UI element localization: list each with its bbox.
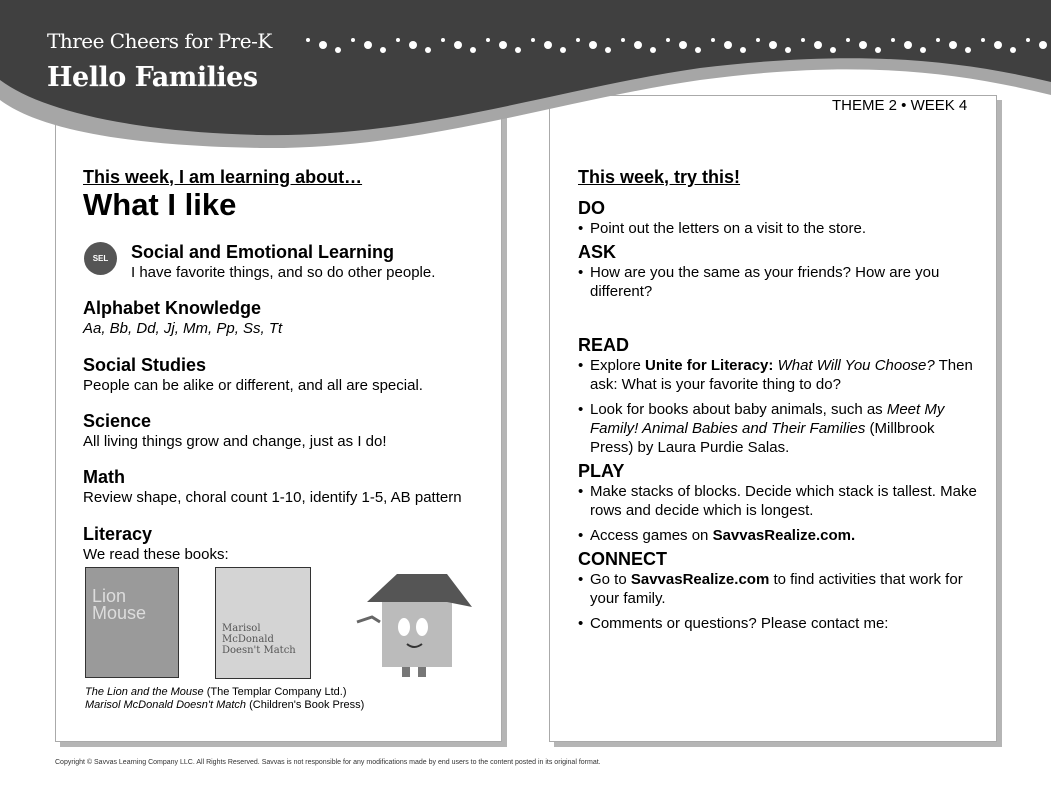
section-text: People can be alike or different, and all are special.: [83, 377, 423, 394]
section-title: Alphabet Knowledge: [83, 298, 262, 318]
text: (Millbrook Press) by Laura Purdie Salas.: [590, 420, 935, 456]
section-title: Social and Emotional Learning: [131, 242, 395, 262]
book-cover-lion-mouse: [85, 567, 179, 678]
section-title: Social Studies: [83, 355, 207, 375]
decorative-dot: [875, 47, 881, 53]
book-title: Marisol McDonald Doesn't Match: [85, 699, 247, 711]
decorative-dot: [454, 41, 462, 49]
decorative-dot: [576, 38, 580, 42]
section-title: Math: [83, 467, 125, 487]
decorative-dot: [515, 47, 521, 53]
decorative-dot: [560, 47, 566, 53]
list-item: [578, 400, 978, 457]
list-item: [578, 570, 978, 608]
decorative-dot: [981, 38, 985, 42]
decorative-dot: [949, 41, 957, 49]
decorative-dot: [801, 38, 805, 42]
connect-title: CONNECT: [578, 549, 667, 569]
list-item: [578, 526, 978, 545]
decorative-dot: [364, 41, 372, 49]
section-text: Aa, Bb, Dd, Jj, Mm, Pp, Ss, Tt: [83, 320, 283, 337]
section-title: Science: [83, 411, 152, 431]
text: Meet My Family! Animal Babies and Their Families: [590, 401, 945, 437]
list-item: [578, 356, 978, 394]
decorative-dot: [1010, 47, 1016, 53]
house-mascot-illustration: [352, 572, 474, 682]
decorative-dot: [965, 47, 971, 53]
decorative-dot: [740, 47, 746, 53]
decorative-dot: [994, 41, 1002, 49]
do-title: DO: [578, 198, 605, 218]
decorative-dot: [634, 41, 642, 49]
cover-text: Lion Mouse: [92, 586, 147, 623]
decorative-dot: [830, 47, 836, 53]
cover-text: Marisol McDonald Doesn't Match: [222, 623, 296, 656]
list-item: • Comments or questions? Please contact me:: [578, 614, 978, 633]
decorative-dot: [904, 41, 912, 49]
decorative-dot: [769, 41, 777, 49]
decorative-dot: [785, 47, 791, 53]
text: Go to: [590, 571, 631, 588]
decorative-dot: [846, 38, 850, 42]
decorative-dot: [470, 47, 476, 53]
text: Explore: [590, 357, 646, 374]
decorative-dot: [486, 38, 490, 42]
list-item: • Make stacks of blocks. Decide which stack is tallest. Make rows and decide which is longest.: [578, 482, 978, 520]
decorative-dot: [396, 38, 400, 42]
decorative-dot: [650, 47, 656, 53]
decorative-dot: [711, 38, 715, 42]
decorative-dot: [920, 47, 926, 53]
text: What Will You Choose?: [777, 357, 935, 374]
decorative-dot: [306, 38, 310, 42]
sel-badge-text: SEL: [92, 254, 109, 263]
decorative-dot: [756, 38, 760, 42]
section-text: We read these books:: [83, 546, 229, 563]
decorative-dot: [679, 41, 687, 49]
copyright: Copyright © Savvas Learning Company LLC. All Rights Reserved. Savvas is not responsible for any modifications made by end users to the content posted in its original format.: [55, 759, 601, 766]
book-cover-marisol: [215, 567, 311, 679]
section-title: Literacy: [83, 524, 153, 544]
section-text: I have favorite things, and so do other people.: [131, 264, 436, 281]
list-item: • Point out the letters on a visit to the store.: [578, 219, 978, 238]
text: Access games on: [590, 527, 713, 544]
decorative-dot: [621, 38, 625, 42]
text: Then ask: What is your favorite thing to do?: [590, 357, 973, 393]
section-text: Review shape, choral count 1-10, identify 1-5, AB pattern: [83, 489, 462, 506]
decorative-dot: [1026, 38, 1030, 42]
decorative-dot: [531, 38, 535, 42]
right-intro: This week, try this!: [578, 167, 741, 187]
page-title: Hello Families: [47, 62, 258, 93]
decorative-dot: [605, 47, 611, 53]
theme-week: THEME 2 • WEEK 4: [832, 97, 968, 114]
decorative-dot: [695, 47, 701, 53]
topic-title: What I like: [83, 187, 237, 222]
decorative-dot: [724, 41, 732, 49]
text: Look for books about baby animals, such as: [590, 401, 887, 418]
series-title: Three Cheers for Pre-K: [47, 29, 272, 53]
decorative-dot: [441, 38, 445, 42]
decorative-dot: [425, 47, 431, 53]
book-publisher: (The Templar Company Ltd.): [206, 686, 347, 698]
decorative-dot: [335, 47, 341, 53]
decorative-dot: [409, 41, 417, 49]
savvas-link[interactable]: SavvasRealize.com.: [712, 527, 856, 544]
decorative-dot: [859, 41, 867, 49]
list-item: • How are you the same as your friends? How are you different?: [578, 263, 978, 301]
decorative-dot: [544, 41, 552, 49]
decorative-dot: [814, 41, 822, 49]
decorative-dot: [666, 38, 670, 42]
decorative-dot: [319, 41, 327, 49]
savvas-link[interactable]: SavvasRealize.com: [630, 571, 770, 588]
decorative-dot: [936, 38, 940, 42]
decorative-dot: [351, 38, 355, 42]
book-title: The Lion and the Mouse: [85, 686, 204, 698]
decorative-dot: [380, 47, 386, 53]
decorative-dot: [891, 38, 895, 42]
ask-title: ASK: [578, 242, 617, 262]
text: Unite for Literacy:: [645, 357, 778, 374]
decorative-dot: [589, 41, 597, 49]
read-title: READ: [578, 335, 630, 355]
play-title: PLAY: [578, 461, 625, 481]
left-intro: This week, I am learning about…: [83, 167, 363, 187]
book-publisher: (Children's Book Press): [249, 699, 365, 711]
sel-icon: [84, 242, 117, 275]
decorative-dot: [499, 41, 507, 49]
decorative-dot: [1039, 41, 1047, 49]
text: to find activities that work for your family.: [590, 571, 963, 607]
section-text: All living things grow and change, just as I do!: [83, 433, 387, 450]
